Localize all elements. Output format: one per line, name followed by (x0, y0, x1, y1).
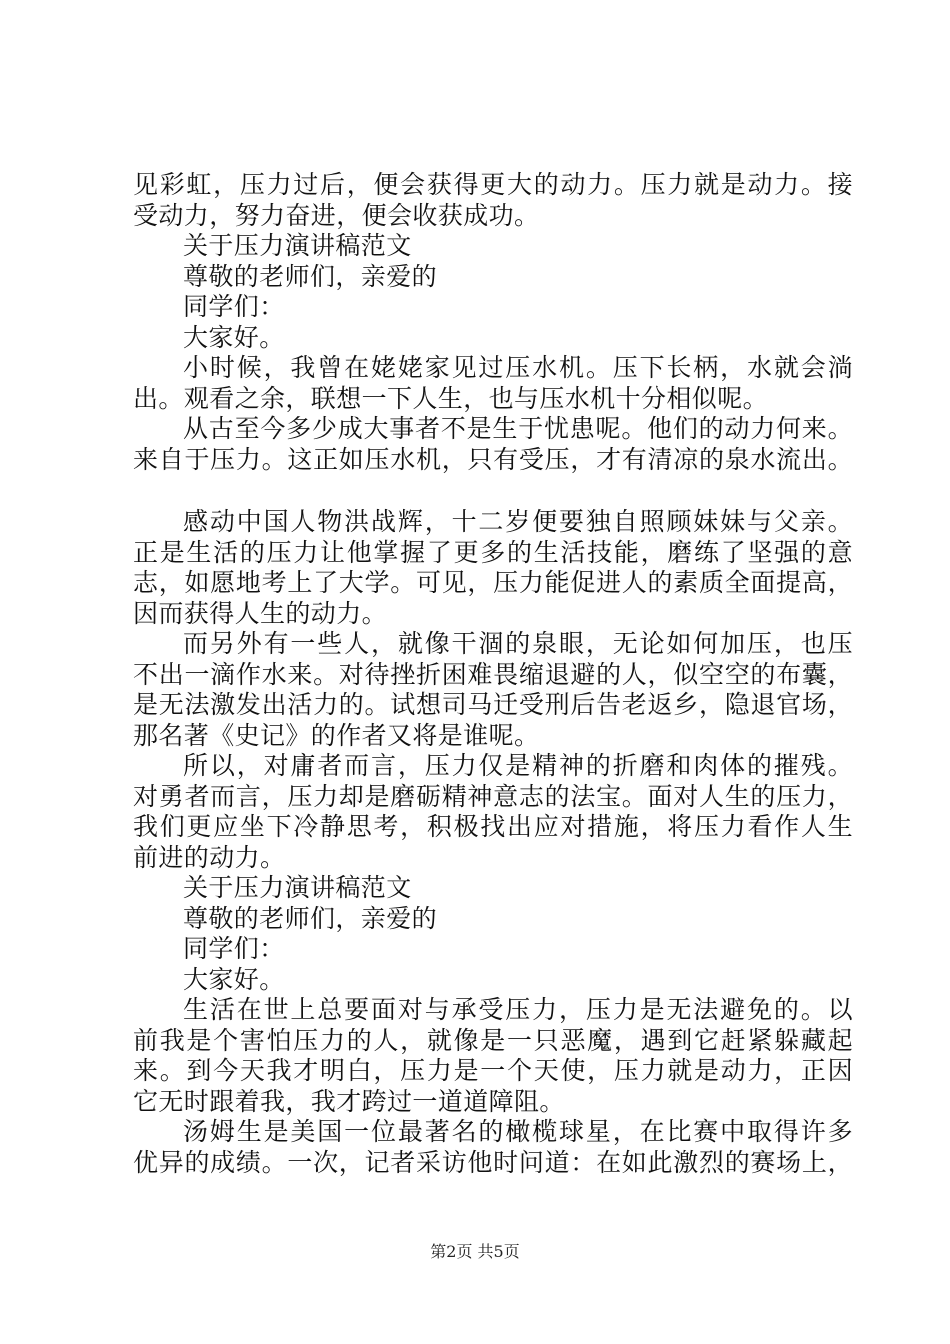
paragraph-gap (133, 475, 853, 507)
text-line: 因而获得人生的动力。 (133, 598, 388, 628)
text-line: 生活在世上总要面对与承受压力，压力是无法避免的。以 (183, 995, 853, 1024)
text-line: 那名著《史记》的作者又将是谁呢。 (133, 720, 540, 750)
text-line: 正是生活的压力让他掌握了更多的生活技能，磨练了坚强的意 (133, 537, 853, 567)
text-line: 不出一滴作水来。对待挫折困难畏缩退避的人，似空空的布囊， (133, 659, 853, 689)
section-heading: 关于压力演讲稿范文 (183, 873, 412, 902)
document-body (133, 170, 853, 1178)
text-line: 小时候，我曾在姥姥家见过压水机。压下长柄，水就会淌 (183, 353, 853, 382)
greeting-line: 大家好。 (183, 322, 285, 352)
text-line: 志，如愿地考上了大学。可见，压力能促进人的素质全面提高， (133, 568, 853, 597)
section-heading: 关于压力演讲稿范文 (183, 231, 412, 260)
salutation-line: 尊敬的老师们，亲爱的 (183, 903, 438, 933)
text-line: 对勇者而言，压力却是磨砺精神意志的法宝。面对人生的压力， (133, 781, 853, 811)
text-line: 前进的动力。 (133, 842, 286, 872)
salutation-line: 同学们： (183, 934, 285, 963)
text-line: 前我是个害怕压力的人，就像是一只恶魔，遇到它赶紧躲藏起 (133, 1025, 853, 1055)
text-line: 优异的成绩。一次，记者采访他时问道：在如此激烈的赛场上， (133, 1147, 853, 1177)
text-line: 它无时跟着我，我才跨过一道道障阻。 (133, 1086, 565, 1116)
text-line: 从古至今多少成大事者不是生于忧患呢。他们的动力何来。 (183, 414, 853, 443)
text-line: 来。到今天我才明白，压力是一个天使，压力就是动力，正因 (133, 1056, 853, 1085)
text-line: 感动中国人物洪战辉，十二岁便要独自照顾妹妹与父亲。 (183, 507, 853, 536)
text-line: 汤姆生是美国一位最著名的橄榄球星，在比赛中取得许多 (183, 1117, 853, 1146)
text-line: 出。观看之余，联想一下人生，也与压水机十分相似呢。 (133, 383, 769, 413)
text-line: 我们更应坐下冷静思考，积极找出应对措施，将压力看作人生 (133, 812, 853, 841)
salutation-line: 同学们： (183, 292, 285, 321)
salutation-line: 尊敬的老师们，亲爱的 (183, 261, 438, 291)
text-line: 是无法激发出活力的。试想司马迁受刑后告老返乡，隐退官场， (133, 690, 853, 719)
text-line: 受动力，努力奋进，便会收获成功。 (133, 200, 540, 230)
text-line: 见彩虹，压力过后，便会获得更大的动力。压力就是动力。接 (133, 170, 853, 199)
greeting-line: 大家好。 (183, 964, 285, 994)
page-number-footer: 第2页 共5页 (430, 1242, 520, 1261)
text-line: 所以，对庸者而言，压力仅是精神的折磨和肉体的摧残。 (183, 751, 853, 780)
text-line: 而另外有一些人，就像干涸的泉眼，无论如何加压，也压 (183, 629, 853, 658)
text-line: 来自于压力。这正如压水机，只有受压，才有清凉的泉水流出。 (133, 444, 853, 474)
